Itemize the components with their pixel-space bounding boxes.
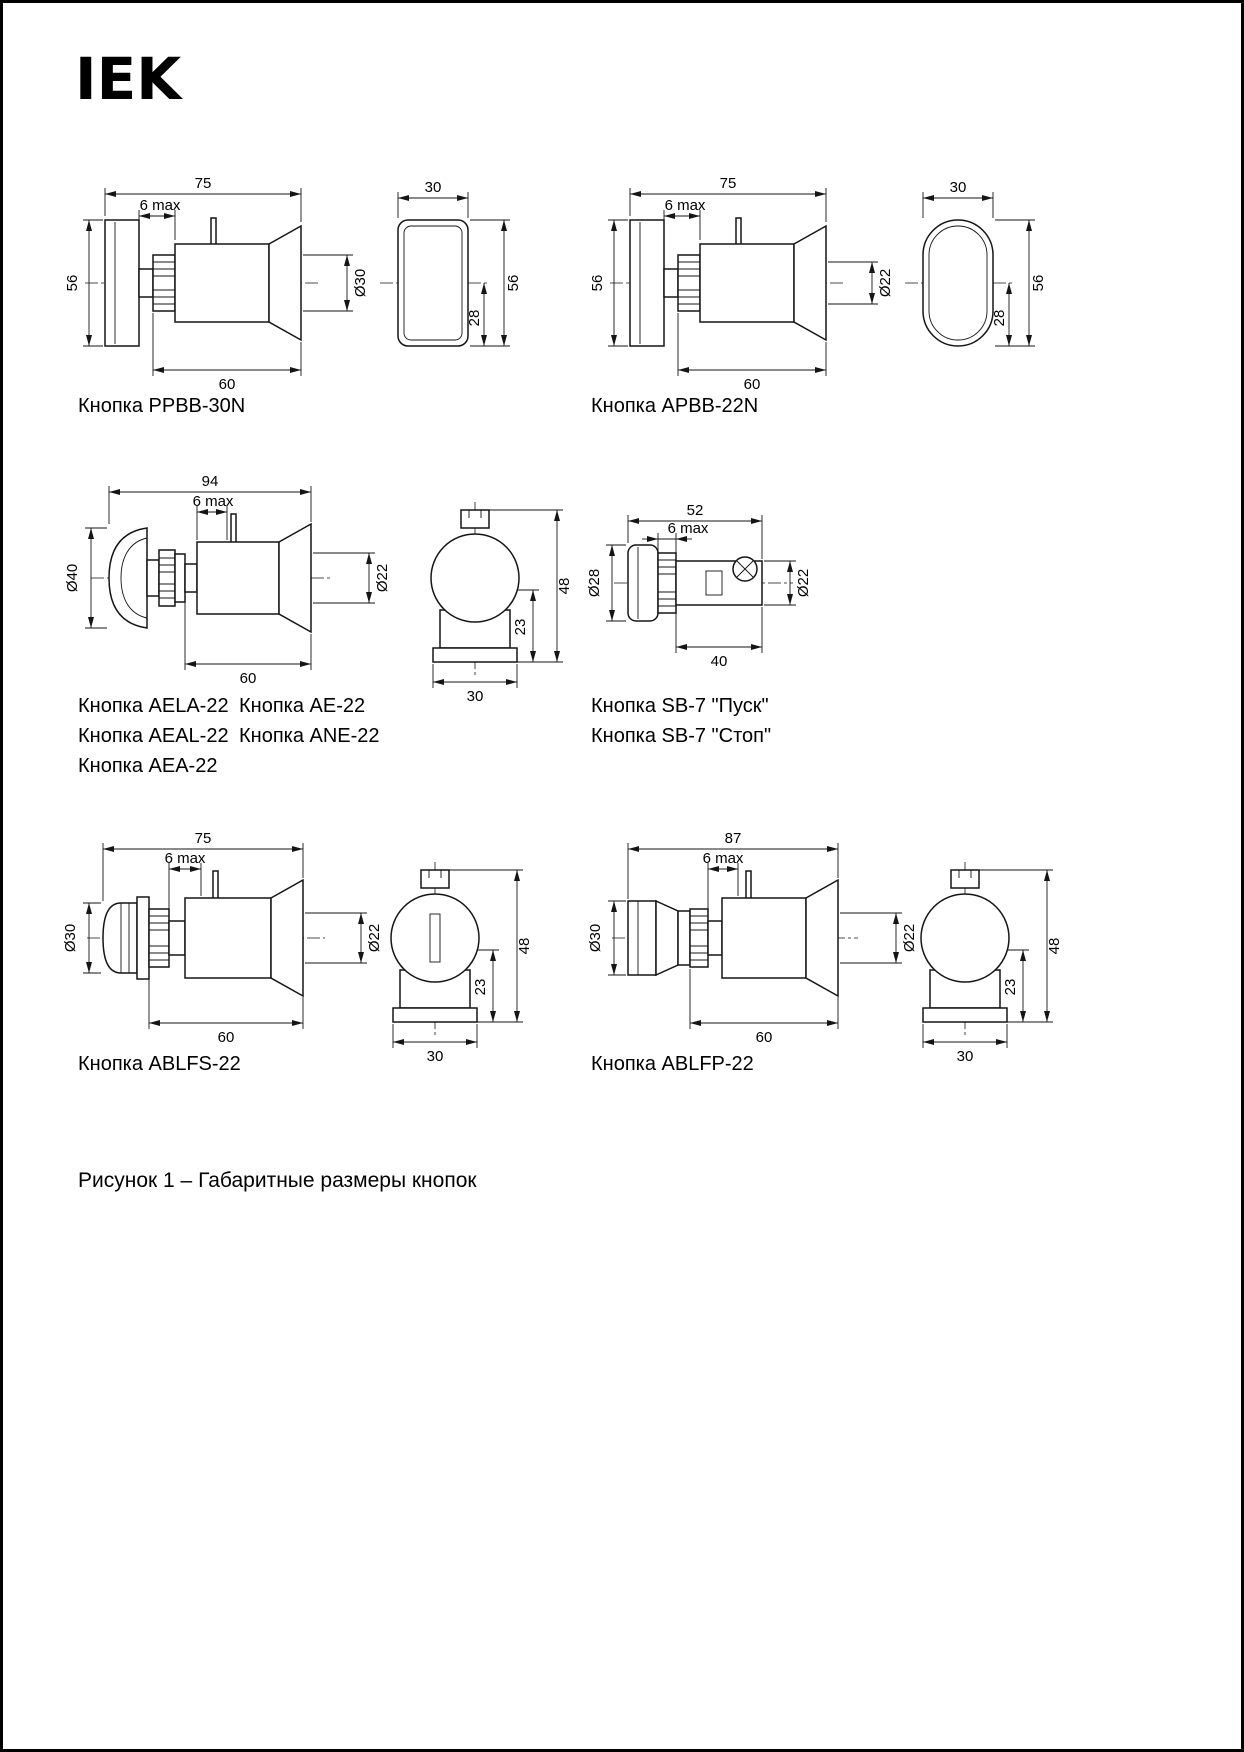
dim-body-length: 60 xyxy=(755,1029,773,1046)
ablfs-side-outline xyxy=(87,871,325,996)
caption-line-sb7-stop: Кнопка SB-7 "Стоп" xyxy=(591,725,772,747)
dim-head-dia: Ø28 xyxy=(586,568,603,598)
dim-button-dia: Ø22 xyxy=(901,923,918,953)
dim-front-height: 56 xyxy=(505,274,522,292)
dim-total-width: 94 xyxy=(201,473,219,490)
dim-button-dia: Ø22 xyxy=(877,268,894,298)
figure-caption: Рисунок 1 – Габаритные размеры кнопок xyxy=(78,1169,477,1192)
caption-line-aela22: Кнопка AELA-22 xyxy=(78,695,229,717)
ablfp-side-outline xyxy=(612,871,858,996)
dim-body-length: 60 xyxy=(217,1029,235,1046)
dim-travel: 6 max xyxy=(192,493,234,510)
dim-height: 56 xyxy=(64,274,81,292)
dim-body-length: 60 xyxy=(743,376,761,393)
drawing-ppbb30n-front-view xyxy=(368,158,528,408)
dim-front-width: 30 xyxy=(956,1048,974,1065)
dim-travel: 6 max xyxy=(664,197,706,214)
drawing-ablfp-front-view xyxy=(893,820,1063,1070)
dim-front-width: 30 xyxy=(424,179,442,196)
caption-line-ae22: Кнопка AE-22 xyxy=(239,695,366,717)
apbb22n-side-outline xyxy=(610,218,846,346)
drawing-ablfs-front-view xyxy=(363,820,533,1070)
dim-travel: 6 max xyxy=(139,197,181,214)
dim-head-dia: Ø30 xyxy=(62,923,79,953)
aela-side-outline xyxy=(91,514,331,632)
dim-front-height: 56 xyxy=(1030,274,1047,292)
dim-front-lower: 23 xyxy=(512,618,529,636)
drawing-ppbb30n-side-view xyxy=(63,158,393,408)
caption-ppbb30n: Кнопка PPBB-30N xyxy=(78,395,246,417)
dim-body-length: 40 xyxy=(710,653,728,670)
dim-front-width: 30 xyxy=(949,179,967,196)
dim-total-width: 75 xyxy=(194,175,212,192)
caption-ae-column xyxy=(239,691,380,751)
sb7-side-outline xyxy=(614,545,793,621)
dim-total-width: 52 xyxy=(686,502,704,519)
caption-aela-column xyxy=(78,691,229,781)
dim-height: 56 xyxy=(589,274,606,292)
drawing-ablfp-side-view xyxy=(588,813,933,1063)
dim-front-height: 48 xyxy=(1046,937,1063,955)
dim-front-lower: 23 xyxy=(1002,978,1019,996)
drawing-aela-side-view xyxy=(63,458,408,698)
dim-front-width: 30 xyxy=(426,1048,444,1065)
dim-front-lower: 23 xyxy=(472,978,489,996)
drawing-ae22-front-view xyxy=(403,460,573,710)
dim-head-dia: Ø40 xyxy=(64,563,81,593)
dim-body-length: 60 xyxy=(218,376,236,393)
dim-head-dia: Ø30 xyxy=(587,923,604,953)
caption-line-aea22: Кнопка AEA-22 xyxy=(78,755,218,777)
dim-button-dia: Ø22 xyxy=(366,923,383,953)
ae22-front-outline xyxy=(431,502,519,676)
dim-front-width: 30 xyxy=(466,688,484,705)
ablfs-front-outline xyxy=(391,862,479,1036)
caption-ablfp: Кнопка ABLFP-22 xyxy=(591,1053,754,1075)
caption-sb7 xyxy=(591,691,771,751)
caption-line-aeal22: Кнопка AEAL-22 xyxy=(78,725,229,747)
dim-front-half: 28 xyxy=(991,309,1008,327)
caption-ablfs: Кнопка ABLFS-22 xyxy=(78,1053,241,1075)
dim-travel: 6 max xyxy=(164,850,206,867)
dim-travel: 6 max xyxy=(667,520,709,537)
dim-button-dia: Ø22 xyxy=(374,563,391,593)
dim-total-width: 87 xyxy=(724,830,742,847)
caption-line-sb7-pusk: Кнопка SB-7 "Пуск" xyxy=(591,695,769,717)
dim-button-dia: Ø22 xyxy=(795,568,812,598)
dim-front-half: 28 xyxy=(466,309,483,327)
drawing-sb7-side-view xyxy=(588,473,828,683)
dim-body-length: 60 xyxy=(239,670,257,687)
dim-total-width: 75 xyxy=(719,175,737,192)
caption-apbb22n: Кнопка APBB-22N xyxy=(591,395,759,417)
iek-logo: IEK xyxy=(75,45,182,113)
dim-button-dia: Ø30 xyxy=(352,268,369,298)
drawing-apbb22n-front-view xyxy=(893,158,1053,408)
dim-front-height: 48 xyxy=(556,577,573,595)
caption-line-ane22: Кнопка ANE-22 xyxy=(239,725,380,747)
dim-total-width: 75 xyxy=(194,830,212,847)
drawing-ablfs-side-view xyxy=(63,813,393,1063)
drawing-apbb22n-side-view xyxy=(588,158,918,408)
ppbb30n-side-outline xyxy=(85,218,321,346)
dim-front-height: 48 xyxy=(516,937,533,955)
ablfp-front-outline xyxy=(921,862,1009,1036)
dim-travel: 6 max xyxy=(702,850,744,867)
